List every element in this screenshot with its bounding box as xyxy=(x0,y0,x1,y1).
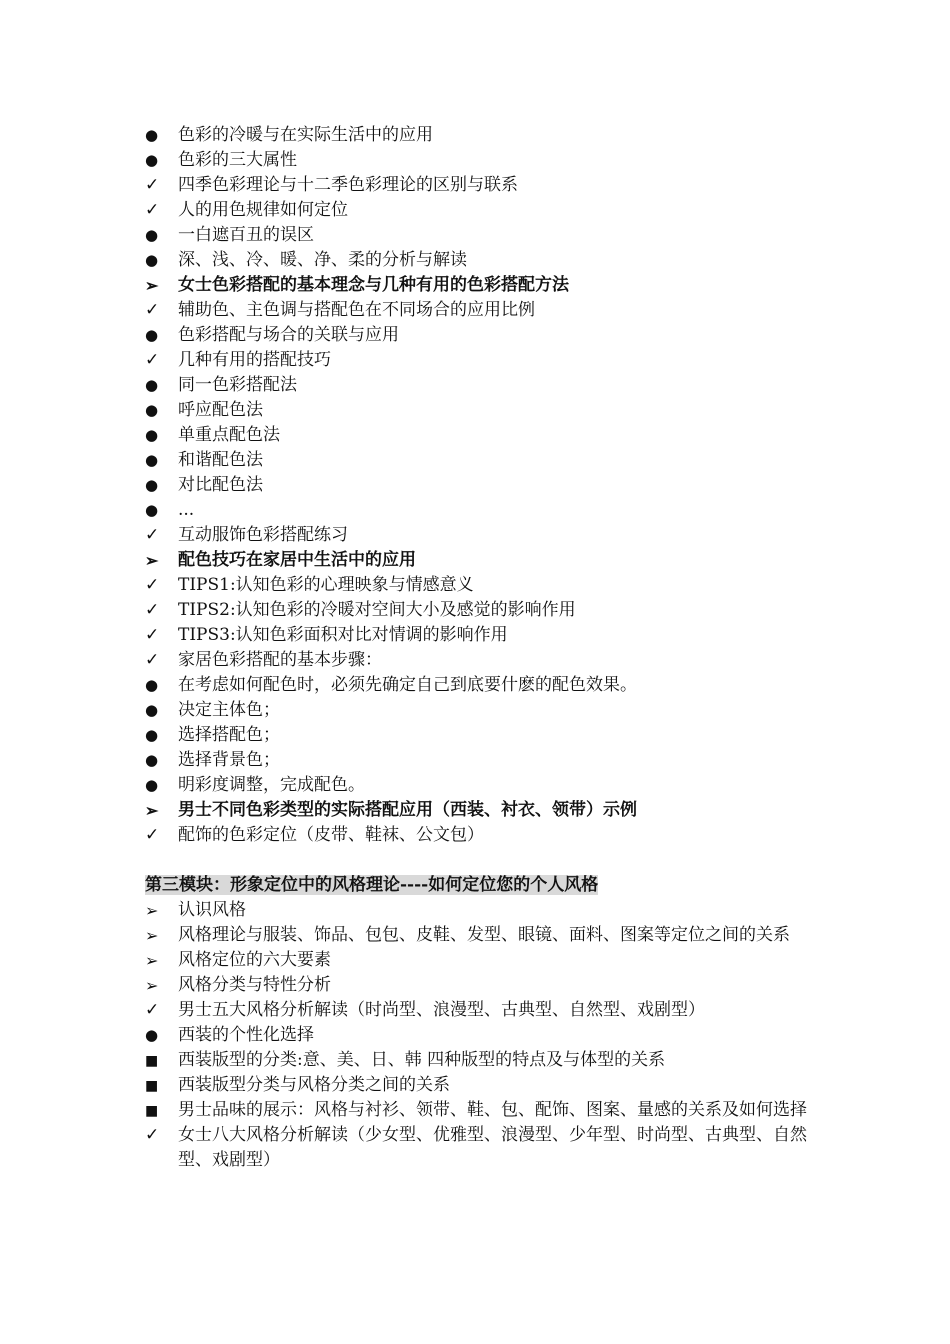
list-item xyxy=(0,648,818,673)
check-bullet-icon xyxy=(145,173,167,198)
list-item-text: 家居色彩搭配的基本步骤： xyxy=(178,650,382,670)
check-bullet-icon xyxy=(145,823,167,848)
list-item xyxy=(0,473,818,498)
list-item-text: 互动服饰色彩搭配练习 xyxy=(178,525,348,545)
list-item xyxy=(0,1023,818,1048)
list-item-text: 深、浅、冷、暖、净、柔的分析与解读 xyxy=(178,250,467,270)
disc-bullet-icon xyxy=(145,448,167,473)
list-item-text: 配色技巧在家居中生活中的应用 xyxy=(178,550,416,570)
list-item xyxy=(0,423,818,448)
document-body xyxy=(0,123,950,1173)
list-item-text: 决定主体色； xyxy=(178,700,280,720)
list-item-text: 几种有用的搭配技巧 xyxy=(178,350,331,370)
arrow-bullet-icon xyxy=(145,548,167,574)
list-item-text: ... xyxy=(178,500,195,520)
check-bullet-icon xyxy=(145,523,167,548)
list-item xyxy=(0,948,818,973)
list-item xyxy=(0,198,818,223)
disc-bullet-icon xyxy=(145,473,167,498)
arrow-bullet-icon xyxy=(145,973,167,999)
list-item-text: 色彩搭配与场合的关联与应用 xyxy=(178,325,399,345)
list-item xyxy=(0,698,818,723)
arrow-bullet-icon xyxy=(145,273,167,299)
list-item xyxy=(0,898,818,923)
list-item-text: 和谐配色法 xyxy=(178,450,263,470)
list-item xyxy=(0,973,818,998)
list-item-text: 在考虑如何配色时，必须先确定自己到底要什麽的配色效果。 xyxy=(178,675,637,695)
list-item-text: TIPS2:认知色彩的冷暖对空间大小及感觉的影响作用 xyxy=(178,600,576,620)
check-bullet-icon xyxy=(145,623,167,648)
list-item xyxy=(0,523,818,548)
list-item-text: 色彩的三大属性 xyxy=(178,150,297,170)
disc-bullet-icon xyxy=(145,223,167,248)
list-item-text: 对比配色法 xyxy=(178,475,263,495)
list-item xyxy=(0,823,818,848)
list-item-text: 风格定位的六大要素 xyxy=(178,950,331,970)
list-item xyxy=(0,798,818,823)
check-bullet-icon xyxy=(145,998,167,1023)
disc-bullet-icon xyxy=(145,773,167,798)
list-item xyxy=(0,923,818,948)
list-item-text: 选择背景色； xyxy=(178,750,280,770)
check-bullet-icon xyxy=(145,573,167,598)
section-gap xyxy=(0,848,950,873)
list-item xyxy=(0,448,818,473)
list-item xyxy=(0,748,818,773)
disc-bullet-icon xyxy=(145,373,167,398)
list-item-text: 单重点配色法 xyxy=(178,425,280,445)
disc-bullet-icon xyxy=(145,698,167,723)
disc-bullet-icon xyxy=(145,148,167,173)
list-item xyxy=(0,248,818,273)
list-item-text: 同一色彩搭配法 xyxy=(178,375,297,395)
arrow-bullet-icon xyxy=(145,923,167,949)
list-item-text: 一白遮百丑的误区 xyxy=(178,225,314,245)
list-item xyxy=(0,723,818,748)
disc-bullet-icon xyxy=(145,248,167,273)
list-item xyxy=(0,373,818,398)
list-item xyxy=(0,173,818,198)
list-item xyxy=(0,148,818,173)
list-item-text: 女士色彩搭配的基本理念与几种有用的色彩搭配方法 xyxy=(178,275,569,295)
list-item xyxy=(0,773,818,798)
square-bullet-icon xyxy=(145,1073,167,1099)
list-item-text: 风格分类与特性分析 xyxy=(178,975,331,995)
list-item xyxy=(0,223,818,248)
check-bullet-icon xyxy=(145,348,167,373)
disc-bullet-icon xyxy=(145,123,167,148)
list-item xyxy=(0,1048,818,1073)
disc-bullet-icon xyxy=(145,498,167,523)
list-item-text: 男士不同色彩类型的实际搭配应用（西装、衬衣、领带）示例 xyxy=(178,800,637,820)
list-item xyxy=(0,348,818,373)
arrow-bullet-icon xyxy=(145,798,167,824)
list-item-text: 明彩度调整，完成配色。 xyxy=(178,775,365,795)
list-item xyxy=(0,1073,818,1098)
module-3-title-text: 第三模块：形象定位中的风格理论----如何定位您的个人风格 xyxy=(145,875,599,895)
list-item xyxy=(0,623,818,648)
disc-bullet-icon xyxy=(145,673,167,698)
list-item-text: 西装版型的分类:意、美、日、韩 四种版型的特点及与体型的关系 xyxy=(178,1050,666,1070)
list-item-text: 西装的个性化选择 xyxy=(178,1025,314,1045)
list-item xyxy=(0,998,818,1023)
list-item xyxy=(0,673,818,698)
module-3-title xyxy=(0,873,950,898)
list-item-text: 风格理论与服装、饰品、包包、皮鞋、发型、眼镜、面料、图案等定位之间的关系 xyxy=(178,925,790,945)
arrow-bullet-icon xyxy=(145,948,167,974)
list-item-text: 呼应配色法 xyxy=(178,400,263,420)
list-item xyxy=(0,573,818,598)
square-bullet-icon xyxy=(145,1048,167,1074)
list-item xyxy=(0,398,818,423)
square-bullet-icon xyxy=(145,1098,167,1124)
disc-bullet-icon xyxy=(145,748,167,773)
list-item-text: 人的用色规律如何定位 xyxy=(178,200,348,220)
list-item xyxy=(0,323,818,348)
list-item xyxy=(0,123,818,148)
list-item-text: 男士五大风格分析解读（时尚型、浪漫型、古典型、自然型、戏剧型） xyxy=(178,1000,705,1020)
list-item-text: 辅助色、主色调与搭配色在不同场合的应用比例 xyxy=(178,300,535,320)
disc-bullet-icon xyxy=(145,398,167,423)
list-item-text: 男士品味的展示：风格与衬衫、领带、鞋、包、配饰、图案、量感的关系及如何选择 xyxy=(178,1100,807,1120)
list-item-text: 色彩的冷暖与在实际生活中的应用 xyxy=(178,125,433,145)
list-item xyxy=(0,548,818,573)
check-bullet-icon xyxy=(145,648,167,673)
disc-bullet-icon xyxy=(145,423,167,448)
check-bullet-icon xyxy=(145,1123,167,1148)
disc-bullet-icon xyxy=(145,723,167,748)
list-item-text: 配饰的色彩定位（皮带、鞋袜、公文包） xyxy=(178,825,484,845)
list-item-text: 选择搭配色； xyxy=(178,725,280,745)
list-item-text: 西装版型分类与风格分类之间的关系 xyxy=(178,1075,450,1095)
list-item xyxy=(0,598,818,623)
list-item xyxy=(0,1098,818,1123)
list-item-text: TIPS3:认知色彩面积对比对情调的影响作用 xyxy=(178,625,508,645)
check-bullet-icon xyxy=(145,298,167,323)
check-bullet-icon xyxy=(145,198,167,223)
list-item xyxy=(0,1123,818,1173)
list-item xyxy=(0,298,818,323)
list-item-text: TIPS1:认知色彩的心理映象与情感意义 xyxy=(178,575,474,595)
color-section-list xyxy=(0,123,950,848)
list-item-text: 女士八大风格分析解读（少女型、优雅型、浪漫型、少年型、时尚型、古典型、自然型、戏剧型） xyxy=(178,1125,807,1170)
disc-bullet-icon xyxy=(145,323,167,348)
list-item xyxy=(0,273,818,298)
list-item-text: 四季色彩理论与十二季色彩理论的区别与联系 xyxy=(178,175,518,195)
disc-bullet-icon xyxy=(145,1023,167,1048)
list-item-text: 认识风格 xyxy=(178,900,246,920)
list-item xyxy=(0,498,818,523)
style-section-list xyxy=(0,898,950,1173)
check-bullet-icon xyxy=(145,598,167,623)
arrow-bullet-icon xyxy=(145,898,167,924)
